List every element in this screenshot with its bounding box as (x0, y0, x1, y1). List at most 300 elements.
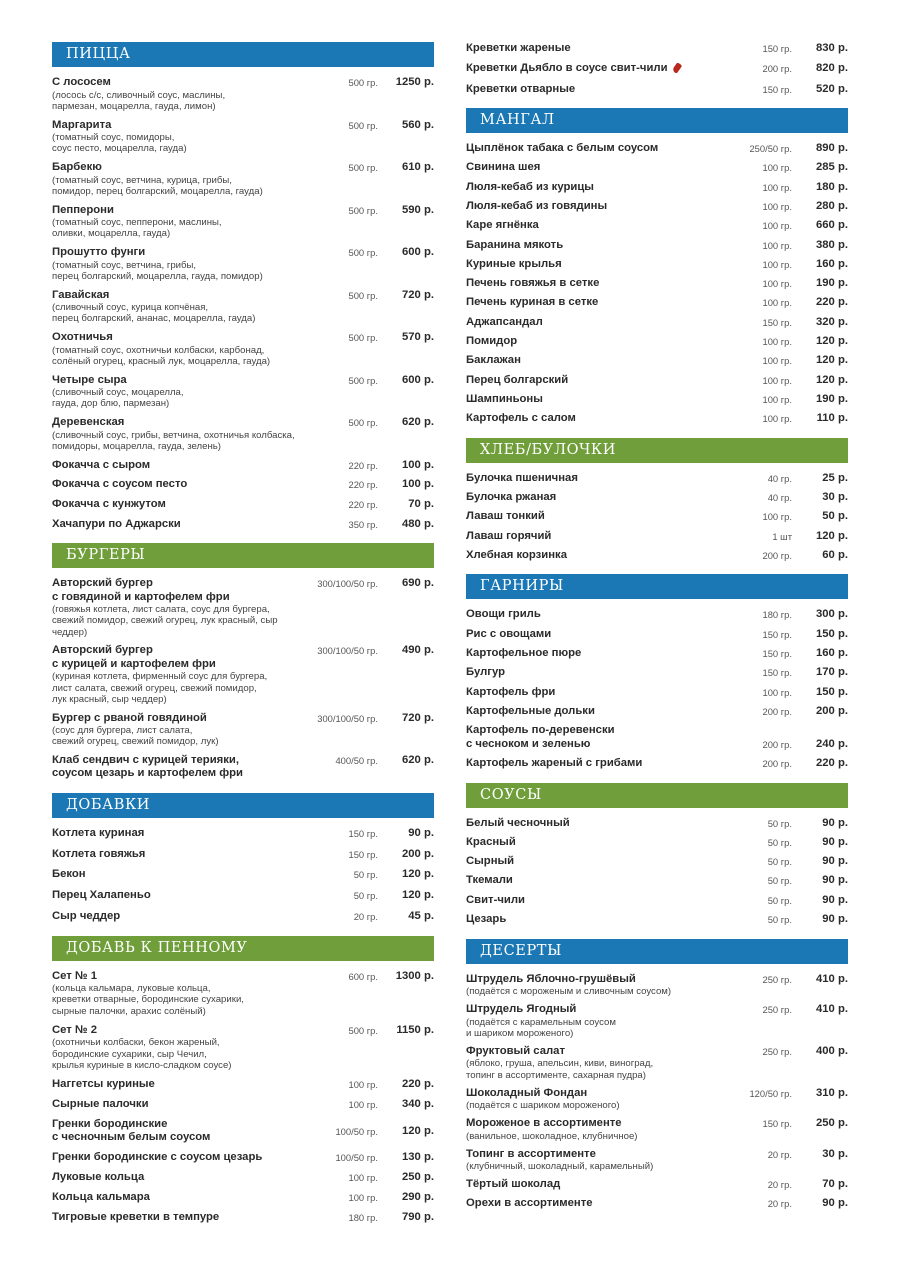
menu-item-name (466, 181, 728, 195)
menu-item-info (466, 913, 728, 927)
menu-item-info (52, 1171, 314, 1185)
menu-item (52, 416, 434, 452)
menu-item (466, 277, 848, 291)
menu-item-name (466, 647, 728, 661)
menu-item-price: 290 р. (401, 1191, 434, 1204)
menu-item-description: (томатный соус, ветчина, курица, грибы, помидор, перец болгарский, моцарелла, гауда) (52, 174, 263, 197)
menu-item-price: 310 р. (815, 1086, 848, 1099)
menu-item-info (466, 472, 728, 486)
menu-item-name (52, 1171, 314, 1185)
menu-item-price: 150 р. (815, 685, 848, 698)
menu-item-name-text: Сырные палочки (52, 1097, 149, 1110)
menu-item-info (466, 705, 728, 719)
menu-item-info (466, 1045, 728, 1081)
menu-item-name-text: Бекон (52, 868, 86, 881)
menu-item-weight: 1 шт (772, 530, 792, 542)
menu-item-info (466, 491, 728, 505)
menu-item (52, 119, 434, 155)
menu-item (52, 246, 434, 282)
menu-item-weight: 150 гр. (762, 1118, 792, 1130)
menu-item-price: 1250 р. (395, 76, 434, 88)
menu-item-weight: 40 гр. (767, 472, 792, 484)
menu-item-description: (лосось с/с, сливочный соус, маслины, пармезан, моцарелла, гауда, лимон) (52, 89, 226, 112)
menu-item (466, 608, 848, 622)
menu-section-pizza (52, 42, 434, 531)
menu-item-price: 120 р. (815, 373, 848, 386)
menu-item-name (52, 889, 314, 903)
menu-item-price: 1150 р. (396, 1023, 434, 1036)
menu-item-name-text: Топинг в ассортименте (466, 1147, 596, 1160)
menu-item-weight: 200 гр. (762, 758, 792, 770)
menu-item-name-text: Булочка пшеничная (466, 471, 578, 484)
menu-item-weight: 500 гр. (348, 77, 378, 88)
menu-item-name (466, 1003, 728, 1017)
menu-section-addons (52, 793, 434, 924)
menu-item-price: 180 р. (815, 180, 848, 193)
menu-item-name (52, 1191, 314, 1205)
menu-item-description: (говяжья котлета, лист салата, соус для бургера, свежий помидор, свежий огурец, лук красный, сыр чеддер) (52, 604, 278, 638)
menu-item-price: 410 р. (815, 972, 848, 985)
menu-item-info (52, 1191, 314, 1205)
menu-item (466, 239, 848, 253)
menu-item-name (466, 894, 728, 908)
menu-item (466, 628, 848, 642)
menu-item-name-text: Клаб сендвич с курицей терияки, соусом цезарь и картофелем фри (52, 753, 243, 780)
menu-item-name (466, 1148, 728, 1162)
menu-item-name (466, 1045, 728, 1059)
menu-item-name-text: Сыр чеддер (52, 910, 121, 922)
menu-item-name-text: Авторский бургер с говядиной и картофелем фри (52, 577, 230, 603)
menu-item-name-text: Картофель фри (466, 685, 556, 698)
menu-item-name (466, 161, 728, 175)
menu-item-price: 560 р. (401, 118, 434, 131)
menu-item-name (466, 296, 728, 310)
menu-item-weight: 180 гр. (762, 609, 792, 621)
menu-item-name (466, 608, 728, 622)
menu-item-name (466, 855, 728, 869)
menu-item-price: 30 р. (822, 1147, 848, 1160)
menu-item-name (466, 1117, 728, 1131)
menu-item-price: 890 р. (815, 142, 848, 155)
menu-item-name (52, 644, 314, 671)
menu-item-name (466, 874, 728, 888)
menu-item-name-text: Гренки бородинские с соусом цезарь (52, 1151, 263, 1164)
menu-item-weight: 50 гр. (767, 875, 792, 887)
menu-item-info (466, 200, 728, 214)
menu-item (52, 754, 434, 781)
menu-item-info (466, 510, 728, 524)
menu-item-name (466, 83, 728, 97)
menu-item (466, 530, 848, 544)
menu-item-info (52, 161, 314, 197)
menu-item-weight: 150 гр. (762, 628, 792, 640)
menu-item-price: 90 р. (822, 855, 848, 868)
menu-item-weight: 100 гр. (762, 162, 792, 174)
menu-item-weight: 100 гр. (762, 278, 792, 290)
menu-item-weight: 100 гр. (348, 1098, 378, 1110)
menu-item-name (52, 848, 314, 862)
menu-item (52, 161, 434, 197)
menu-item-name (466, 757, 728, 771)
menu-item-name (52, 1118, 314, 1145)
menu-item-name (466, 42, 728, 56)
menu-item (52, 374, 434, 410)
menu-item-price: 30 р. (822, 491, 848, 504)
menu-item-name (466, 239, 728, 253)
menu-item-info (52, 1078, 314, 1092)
menu-item-name-text: Сырный (466, 855, 515, 868)
menu-item-price: 790 р. (401, 1211, 434, 1224)
menu-item-price: 90 р. (822, 816, 848, 829)
menu-item (466, 412, 848, 426)
menu-item-name-text: Шоколадный Фондан (466, 1086, 588, 1099)
menu-item-name-text: Штрудель Яблочно-грушёвый (466, 972, 636, 985)
section-header: ДОБАВКИ (52, 793, 434, 818)
menu-item-info (466, 530, 728, 544)
menu-item-info (466, 62, 728, 76)
menu-item-weight: 220 гр. (348, 459, 378, 471)
menu-item-name-text: Авторский бургер с курицей и картофелем фри (52, 644, 216, 670)
menu-item-price: 720 р. (401, 288, 434, 301)
section-header: МАНГАЛ (466, 108, 848, 133)
menu-item-name-text: Котлета куриная (52, 826, 145, 839)
menu-item-name-text: Лаваш горячий (466, 529, 552, 542)
menu-item-name (466, 142, 728, 156)
menu-item-info (466, 874, 728, 888)
menu-item-info (466, 894, 728, 908)
menu-item-name-text: Тёртый шоколад (466, 1178, 561, 1191)
menu-item-name (466, 354, 728, 368)
menu-item-name-text: Мороженое в ассортименте (466, 1117, 622, 1130)
menu-item-info (466, 1117, 728, 1142)
menu-item-weight: 300/100/50 гр. (317, 645, 378, 657)
menu-item (466, 855, 848, 869)
menu-item (466, 200, 848, 214)
menu-item-price: 220 р. (815, 757, 848, 770)
menu-item-weight: 150 гр. (762, 43, 792, 54)
menu-item (52, 1024, 434, 1072)
menu-item-price: 90 р. (822, 1197, 848, 1210)
menu-item-name-text: Красный (466, 835, 516, 848)
menu-item (466, 219, 848, 233)
menu-item (466, 647, 848, 661)
menu-item-weight: 500 гр. (348, 204, 378, 216)
menu-item-name (52, 416, 314, 430)
menu-item-info (466, 161, 728, 175)
menu-item-name-text: Тигровые креветки в темпуре (52, 1211, 220, 1224)
menu-item-info (466, 258, 728, 272)
menu-section-desserts (466, 939, 848, 1211)
menu-item-name (466, 1178, 728, 1192)
menu-item-info (52, 1098, 314, 1112)
menu-item-info (52, 1211, 314, 1225)
menu-item-info (466, 335, 728, 349)
menu-item-weight: 300/100/50 гр. (317, 712, 378, 724)
menu-item-info (466, 239, 728, 253)
menu-item-name (466, 412, 728, 426)
menu-item (466, 296, 848, 310)
menu-item-name-text: Цезарь (466, 913, 507, 925)
menu-item-name-text: Цыплёнок табака с белым соусом (466, 142, 659, 155)
menu-item-name (466, 817, 728, 831)
menu-item-price: 690 р. (401, 577, 434, 590)
menu-item-info (466, 628, 728, 642)
menu-item-price: 820 р. (815, 62, 848, 75)
menu-item-name (52, 577, 314, 604)
menu-item-name (466, 200, 728, 214)
menu-item-description: (томатный соус, помидоры, соус песто, моцарелла, гауда) (52, 132, 187, 155)
menu-item-name-text: С лососем (52, 76, 111, 88)
menu-item-name-text: Булочка ржаная (466, 491, 557, 504)
menu-item-name (52, 827, 314, 841)
menu-item-price: 1300 р. (395, 969, 434, 982)
menu-item-name-text: Булгур (466, 666, 506, 679)
menu-item-weight: 100 гр. (762, 374, 792, 386)
menu-item-info (466, 817, 728, 831)
menu-item-name-text: Каре ягнёнка (466, 219, 539, 232)
menu-item-name (466, 510, 728, 524)
menu-item-weight: 100/50 гр. (335, 1152, 378, 1164)
menu-column-left (52, 42, 434, 1237)
menu-item-name-text: Перец Халапеньо (52, 889, 151, 902)
menu-item-price: 300 р. (815, 608, 848, 621)
menu-item-info (466, 142, 728, 156)
menu-item-name (466, 374, 728, 388)
menu-item-price: 400 р. (815, 1044, 848, 1057)
menu-item-weight: 150 гр. (762, 667, 792, 679)
menu-item (466, 258, 848, 272)
menu-section-sauces (466, 783, 848, 927)
menu-item (52, 498, 434, 512)
menu-item-name (52, 1078, 314, 1092)
menu-item-info (52, 76, 314, 112)
menu-item-weight: 100 гр. (762, 181, 792, 193)
menu-item-weight: 500 гр. (348, 119, 378, 131)
menu-item-name (52, 374, 314, 388)
menu-item-description: (подаётся с шариком мороженого) (466, 1100, 620, 1112)
menu-item-name-text: Фокачча с сыром (52, 458, 151, 471)
menu-item-name-text: Баранина мякоть (466, 238, 564, 251)
section-header: ДЕСЕРТЫ (466, 939, 848, 964)
menu-item-info (466, 181, 728, 195)
menu-item-info (466, 354, 728, 368)
menu-item-name-text: Штрудель Ягодный (466, 1003, 577, 1015)
menu-item (466, 1197, 848, 1211)
menu-item-price: 250 р. (401, 1171, 434, 1184)
menu-item-info (466, 374, 728, 388)
menu-item-price: 340 р. (401, 1097, 434, 1110)
menu-item-price: 60 р. (822, 548, 848, 561)
menu-item-weight: 100 гр. (348, 1078, 378, 1090)
menu-item-price: 70 р. (408, 497, 434, 510)
menu-item-name (52, 498, 314, 512)
menu-item-weight: 100 гр. (762, 200, 792, 212)
menu-item-name (52, 1024, 314, 1038)
menu-item-info (466, 608, 728, 622)
menu-item (466, 1148, 848, 1173)
menu-item-price: 620 р. (401, 753, 434, 766)
menu-item-price: 25 р. (822, 471, 848, 484)
menu-item-weight: 50 гр. (767, 894, 792, 906)
menu-item-weight: 100 гр. (762, 686, 792, 698)
menu-item-info (466, 42, 728, 56)
menu-item-description: (томатный соус, пепперони, маслины, оливки, моцарелла, гауда) (52, 217, 222, 240)
menu-item (466, 83, 848, 97)
menu-item (466, 335, 848, 349)
menu-item-price: 160 р. (815, 647, 848, 660)
menu-item (466, 549, 848, 563)
menu-item-price: 600 р. (401, 246, 434, 258)
menu-item-name-text: Хачапури по Аджарски (52, 517, 181, 530)
menu-item-weight: 100 гр. (348, 1172, 378, 1184)
menu-item-price: 120 р. (401, 1124, 434, 1137)
menu-item-price: 100 р. (401, 478, 434, 491)
menu-item-price: 285 р. (815, 161, 848, 174)
menu-item-name-text: Креветки жареные (466, 42, 571, 54)
menu-item-price: 120 р. (401, 868, 434, 881)
menu-item-name-text: Маргарита (52, 118, 112, 131)
menu-item (466, 62, 848, 76)
menu-item-weight: 200 гр. (762, 705, 792, 717)
menu-item-name (52, 970, 314, 984)
menu-item-price: 660 р. (815, 219, 848, 232)
menu-item-weight: 500 гр. (348, 417, 378, 428)
section-header: ПИЦЦА (52, 42, 434, 67)
menu-item-name (466, 393, 728, 407)
menu-item-name-text: Фруктовый салат (466, 1044, 565, 1057)
menu-item (52, 1191, 434, 1205)
menu-item (466, 42, 848, 56)
menu-item (52, 1098, 434, 1112)
menu-item (52, 827, 434, 841)
menu-item-description: (томатный соус, охотничьи колбаски, карбонад, солёный огурец, красный лук, моцарелла, гауда) (52, 344, 271, 367)
menu-item-name-text: Картофельное пюре (466, 647, 582, 660)
menu-item-name-text: Охотничья (52, 331, 113, 343)
menu-item-name-text: Наггетсы куриные (52, 1077, 155, 1090)
menu-item-weight: 100 гр. (348, 1192, 378, 1204)
menu-item-weight: 100 гр. (762, 220, 792, 232)
menu-item-weight: 250 гр. (762, 1004, 792, 1015)
menu-item (52, 289, 434, 325)
menu-item-weight: 100 гр. (762, 511, 792, 523)
menu-item (52, 1118, 434, 1145)
menu-item-price: 410 р. (815, 1003, 848, 1015)
menu-item (466, 316, 848, 330)
menu-item-price: 120 р. (815, 335, 848, 348)
menu-item (52, 970, 434, 1018)
menu-item-weight: 220 гр. (348, 479, 378, 491)
menu-item-weight: 50 гр. (353, 869, 378, 881)
menu-item-description: (кольца кальмара, луковые кольца, креветки отварные, бородинские сухарики, сырные палочки, арахис солёный) (52, 983, 244, 1017)
menu-item-weight: 500 гр. (348, 374, 378, 386)
menu-item-name-text: Барбекю (52, 161, 102, 173)
menu-item-name-text: Помидор (466, 335, 518, 348)
menu-item (52, 868, 434, 882)
menu-item-name (466, 628, 728, 642)
menu-item-price: 620 р. (401, 416, 434, 428)
menu-item (466, 161, 848, 175)
menu-item-weight: 400/50 гр. (335, 754, 378, 766)
menu-item-weight: 100 гр. (762, 393, 792, 405)
menu-item-weight: 100 гр. (762, 336, 792, 348)
menu-item-info (52, 459, 314, 473)
menu-column-right (466, 42, 848, 1223)
menu-item-price: 200 р. (401, 847, 434, 860)
menu-item-name-text: Креветки Дьябло в соусе свит-чили (466, 62, 668, 75)
menu-item-description: (сливочный соус, курица копчёная, перец болгарский, ананас, моцарелла, гауда) (52, 302, 256, 325)
menu-item-name (466, 277, 728, 291)
menu-item-name-text: Прошутто фунги (52, 246, 146, 258)
menu-item-name-text: Картофель по-деревенски с чесноком и зеленью (466, 724, 615, 750)
menu-item (52, 331, 434, 367)
menu-item-name-text: Хлебная корзинка (466, 548, 567, 561)
menu-item-price: 610 р. (401, 161, 434, 173)
menu-item-weight: 100/50 гр. (335, 1125, 378, 1137)
menu-item-price: 130 р. (401, 1151, 434, 1164)
menu-item-name-text: Сет № 2 (52, 1023, 97, 1036)
menu-item-info (52, 848, 314, 862)
menu-item-weight: 20 гр. (353, 911, 378, 922)
menu-item-info (52, 868, 314, 882)
menu-item-name-text: Свинина шея (466, 161, 541, 174)
menu-item-name-text: Свит-чили (466, 893, 525, 906)
menu-item-name (466, 316, 728, 330)
menu-item-price: 45 р. (408, 910, 434, 922)
menu-item-description: (ванильное, шоколадное, клубничное) (466, 1130, 638, 1142)
chili-pepper-icon (671, 62, 682, 74)
menu-item-price: 90 р. (822, 874, 848, 887)
menu-item (466, 817, 848, 831)
menu-item-info (52, 970, 314, 1018)
menu-section-grill (466, 108, 848, 426)
menu-item-name-text: Белый чесночный (466, 816, 570, 829)
menu-item (466, 724, 848, 751)
menu-item-weight: 50 гр. (767, 914, 792, 925)
menu-item-info (52, 289, 314, 325)
menu-item-price: 570 р. (401, 331, 434, 343)
menu-item-info (466, 549, 728, 563)
menu-item (466, 874, 848, 888)
menu-item-price: 170 р. (815, 666, 848, 679)
menu-item-price: 320 р. (815, 315, 848, 328)
menu-item-name-text: Перец болгарский (466, 373, 569, 386)
menu-item (466, 1178, 848, 1192)
menu-item-info (466, 393, 728, 407)
menu-item-weight: 150 гр. (348, 848, 378, 860)
menu-item-price: 90 р. (822, 913, 848, 925)
menu-item (52, 459, 434, 473)
menu-item-info (52, 498, 314, 512)
menu-item-info (52, 204, 314, 240)
menu-item-name-text: Куриные крылья (466, 257, 562, 270)
menu-item-price: 160 р. (815, 257, 848, 270)
menu-item-name-text: Фокачча с кунжутом (52, 497, 166, 510)
menu-item-price: 520 р. (815, 82, 848, 95)
menu-item-name (466, 549, 728, 563)
menu-item-price: 150 р. (815, 627, 848, 640)
menu-item-description: (соус для бургера, лист салата, свежий огурец, свежий помидор, лук) (52, 725, 219, 748)
menu-item-weight: 120/50 гр. (749, 1087, 792, 1099)
menu-item-name (52, 76, 314, 90)
menu-item (466, 1045, 848, 1081)
menu-item (466, 686, 848, 700)
menu-item (466, 393, 848, 407)
menu-item-price: 120 р. (815, 354, 848, 367)
menu-item-name-text: Картофельные дольки (466, 704, 595, 717)
menu-item-name (52, 459, 314, 473)
menu-item (52, 712, 434, 748)
menu-item-weight: 250 гр. (762, 1045, 792, 1057)
